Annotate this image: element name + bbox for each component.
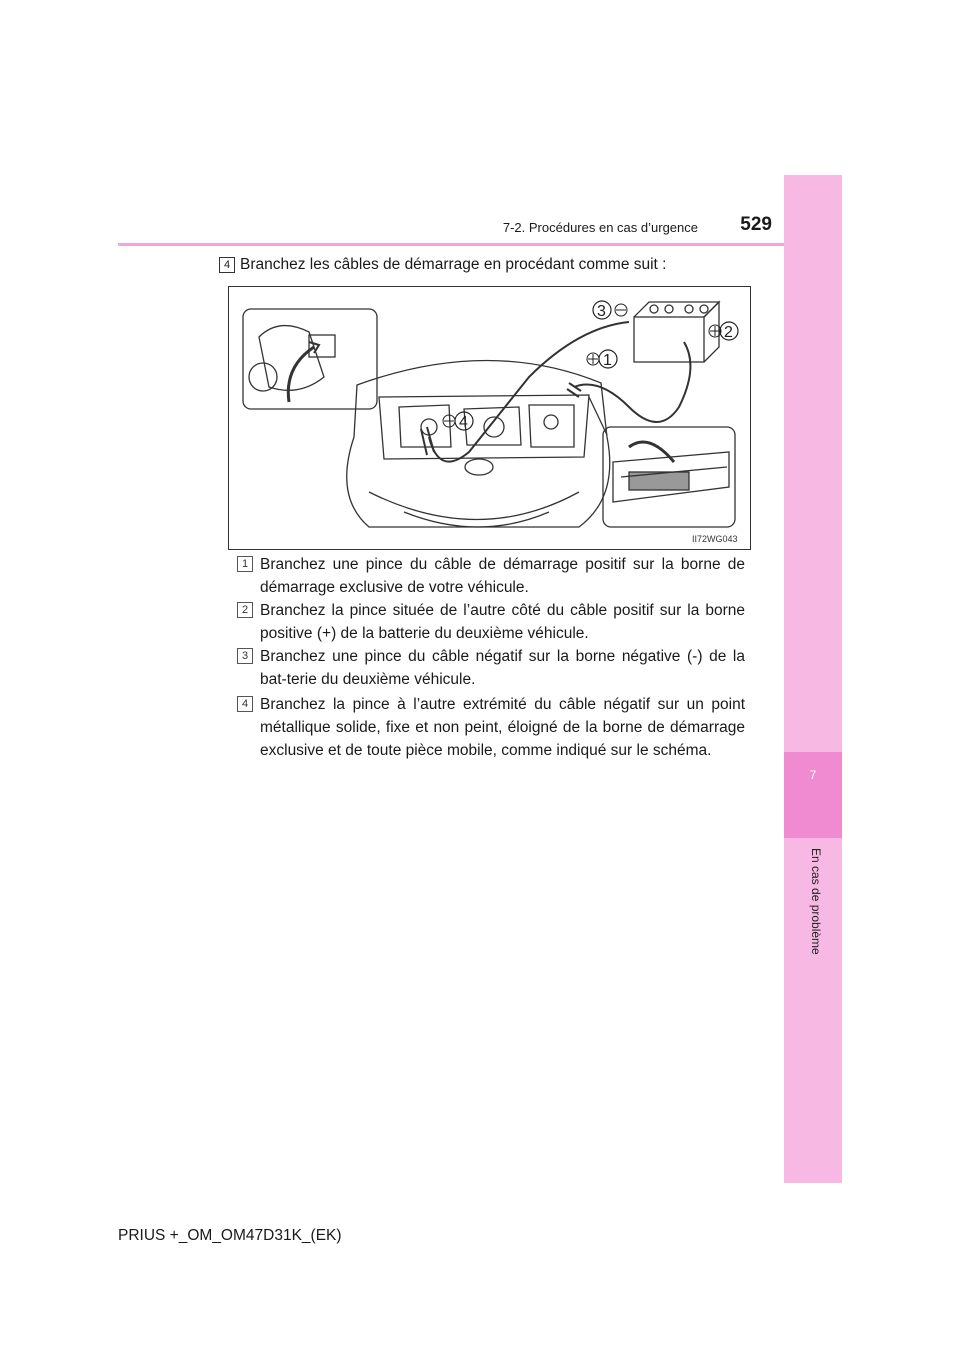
chapter-side-tab — [784, 175, 842, 1183]
list-item — [240, 599, 745, 645]
item-text: Branchez la pince située de l’autre côté du câble positif sur la borne positive (+) de la batterie du deuxième véhicule. — [260, 602, 745, 642]
item-text: Branchez une pince du câble de démarrage positif sur la borne de démarrage exclusive de votre véhicule. — [260, 556, 745, 596]
item-number-badge: 2 — [237, 602, 253, 618]
item-number-badge: 3 — [237, 648, 253, 664]
curved-arrow-icon — [288, 347, 314, 402]
item-text: Branchez la pince à l’autre extrémité du câble négatif sur un point métallique solide, fixe et non peint, éloigné de la borne de démarrage exclusive et de toute pièce mobile, comme indiqué sur le schéma. — [260, 696, 745, 759]
toyota-emblem-icon — [465, 459, 493, 475]
list-item — [240, 645, 745, 691]
car-front-bumper — [369, 492, 579, 520]
item-number-badge: 1 — [237, 556, 253, 572]
negative-cable — [429, 322, 629, 462]
footer-model-code: PRIUS +_OM_OM47D31K_(EK) — [118, 1227, 342, 1244]
callout-3: 3 — [597, 303, 606, 320]
callout-4: 4 — [459, 414, 468, 431]
positive-cable — [574, 342, 690, 422]
item-number-badge: 4 — [237, 696, 253, 712]
section-title: 7-2. Procédures en cas d’urgence — [502, 220, 698, 235]
chapter-number: 7 — [809, 768, 817, 782]
item-text: Branchez une pince du câble négatif sur la borne négative (-) de la bat-terie du deuxième véhicule. — [260, 648, 745, 688]
page-number: 529 — [740, 214, 772, 235]
step-number-badge: 4 — [219, 257, 235, 273]
header-rule — [118, 243, 784, 246]
second-vehicle-battery — [634, 317, 704, 362]
car-hood-outline — [347, 360, 610, 527]
chapter-label: En cas de problème — [809, 848, 823, 955]
car-engine-diagram — [229, 287, 750, 549]
step-instruction: Branchez les câbles de démarrage en procédant comme suit : — [240, 256, 667, 273]
list-item — [240, 693, 745, 762]
jump-start-illustration — [228, 286, 751, 550]
list-item — [240, 553, 745, 599]
callout-2: 2 — [724, 324, 733, 341]
figure-code: II72WG043 — [692, 534, 738, 544]
chapter-active-marker — [784, 752, 842, 838]
callout-1: 1 — [603, 352, 612, 369]
